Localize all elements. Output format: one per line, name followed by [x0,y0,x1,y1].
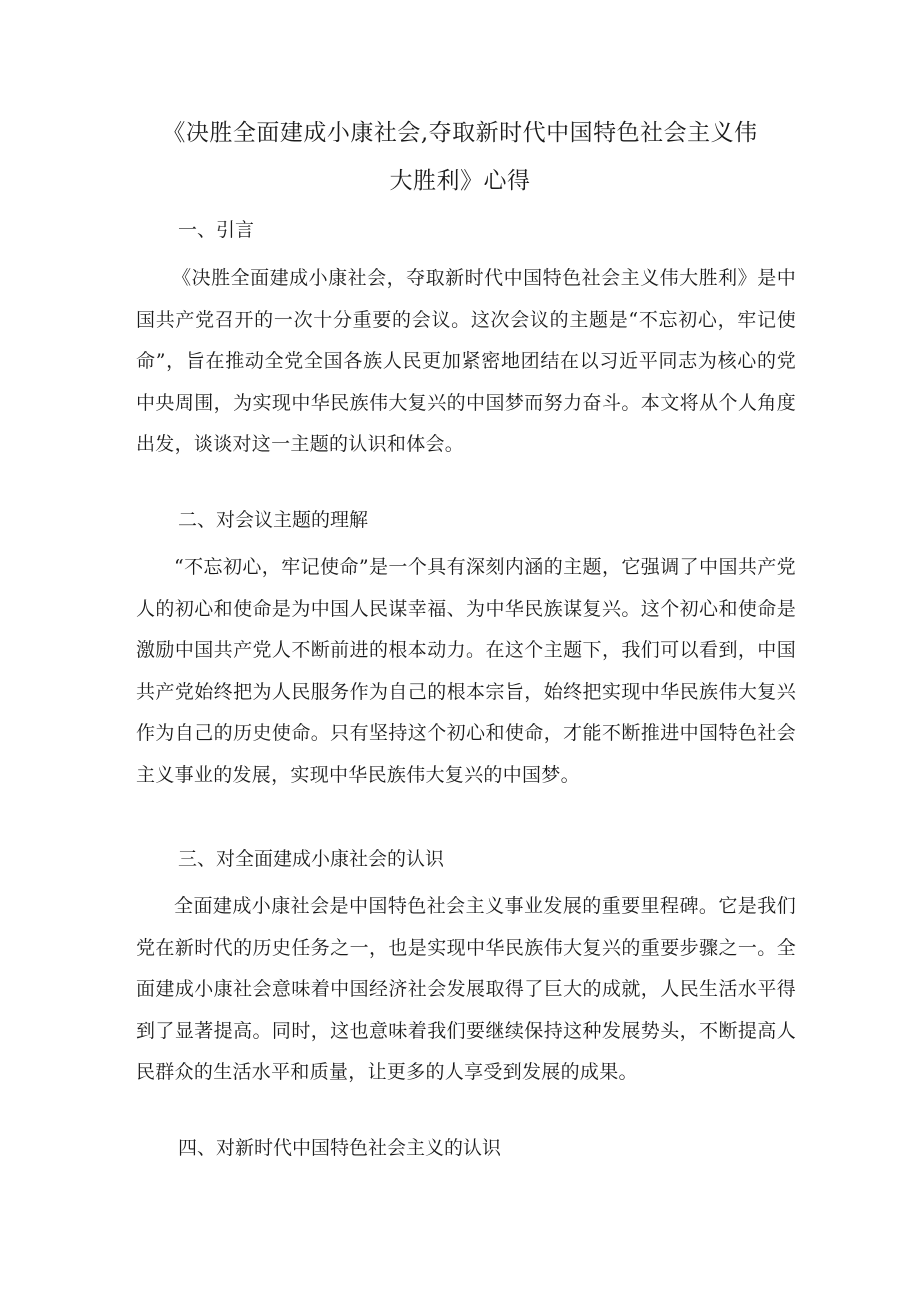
section-heading-new-era-socialism: 四、对新时代中国特色社会主义的认识 [178,1137,502,1159]
section-heading-theme-understanding: 二、对会议主题的理解 [178,509,369,531]
section-heading-introduction: 一、引言 [178,219,255,241]
document-title-line-2: 大胜利》心得 [389,168,531,194]
section-paragraph-theme-understanding: “不忘初心，牢记使命”是一个具有深刻内涵的主题，它强调了中国共产党人的初心和使命是为中国人民谋幸福、为中华民族谋复兴。这个初心和使命是激励中国共产党人不断前进的根本动力。在这个主题下，我们可以看到，中国共产党始终把为人民服务作为自己的根本宗旨，始终把实现中华民族伟大复兴作为自己的历史使命。只有坚持这个初心和使命，才能不断推进中国特色社会主义事业的发展，实现中华民族伟大复兴的中国梦。 [136,556,796,786]
document-title-line-1: 《决胜全面建成小康社会,夺取新时代中国特色社会主义伟 [162,120,758,146]
section-paragraph-xiaokang-society: 全面建成小康社会是中国特色社会主义事业发展的重要里程碑。它是我们党在新时代的历史任务之一，也是实现中华民族伟大复兴的重要步骤之一。全面建成小康社会意味着中国经济社会发展取得了巨大的成就，人民生活水平得到了显著提高。同时，这也意味着我们要继续保持这种发展势头，不断提高人民群众的生活水平和质量，让更多的人享受到发展的成果。 [136,895,796,1083]
section-paragraph-introduction: 《决胜全面建成小康社会，夺取新时代中国特色社会主义伟大胜利》是中国共产党召开的一次十分重要的会议。这次会议的主题是“不忘初心，牢记使命”，旨在推动全党全国各族人民更加紧密地团结在以习近平同志为核心的党中央周围，为实现中华民族伟大复兴的中国梦而努力奋斗。本文将从个人角度出发，谈谈对这一主题的认识和体会。 [136,267,796,455]
section-heading-xiaokang-society: 三、对全面建成小康社会的认识 [178,848,445,870]
